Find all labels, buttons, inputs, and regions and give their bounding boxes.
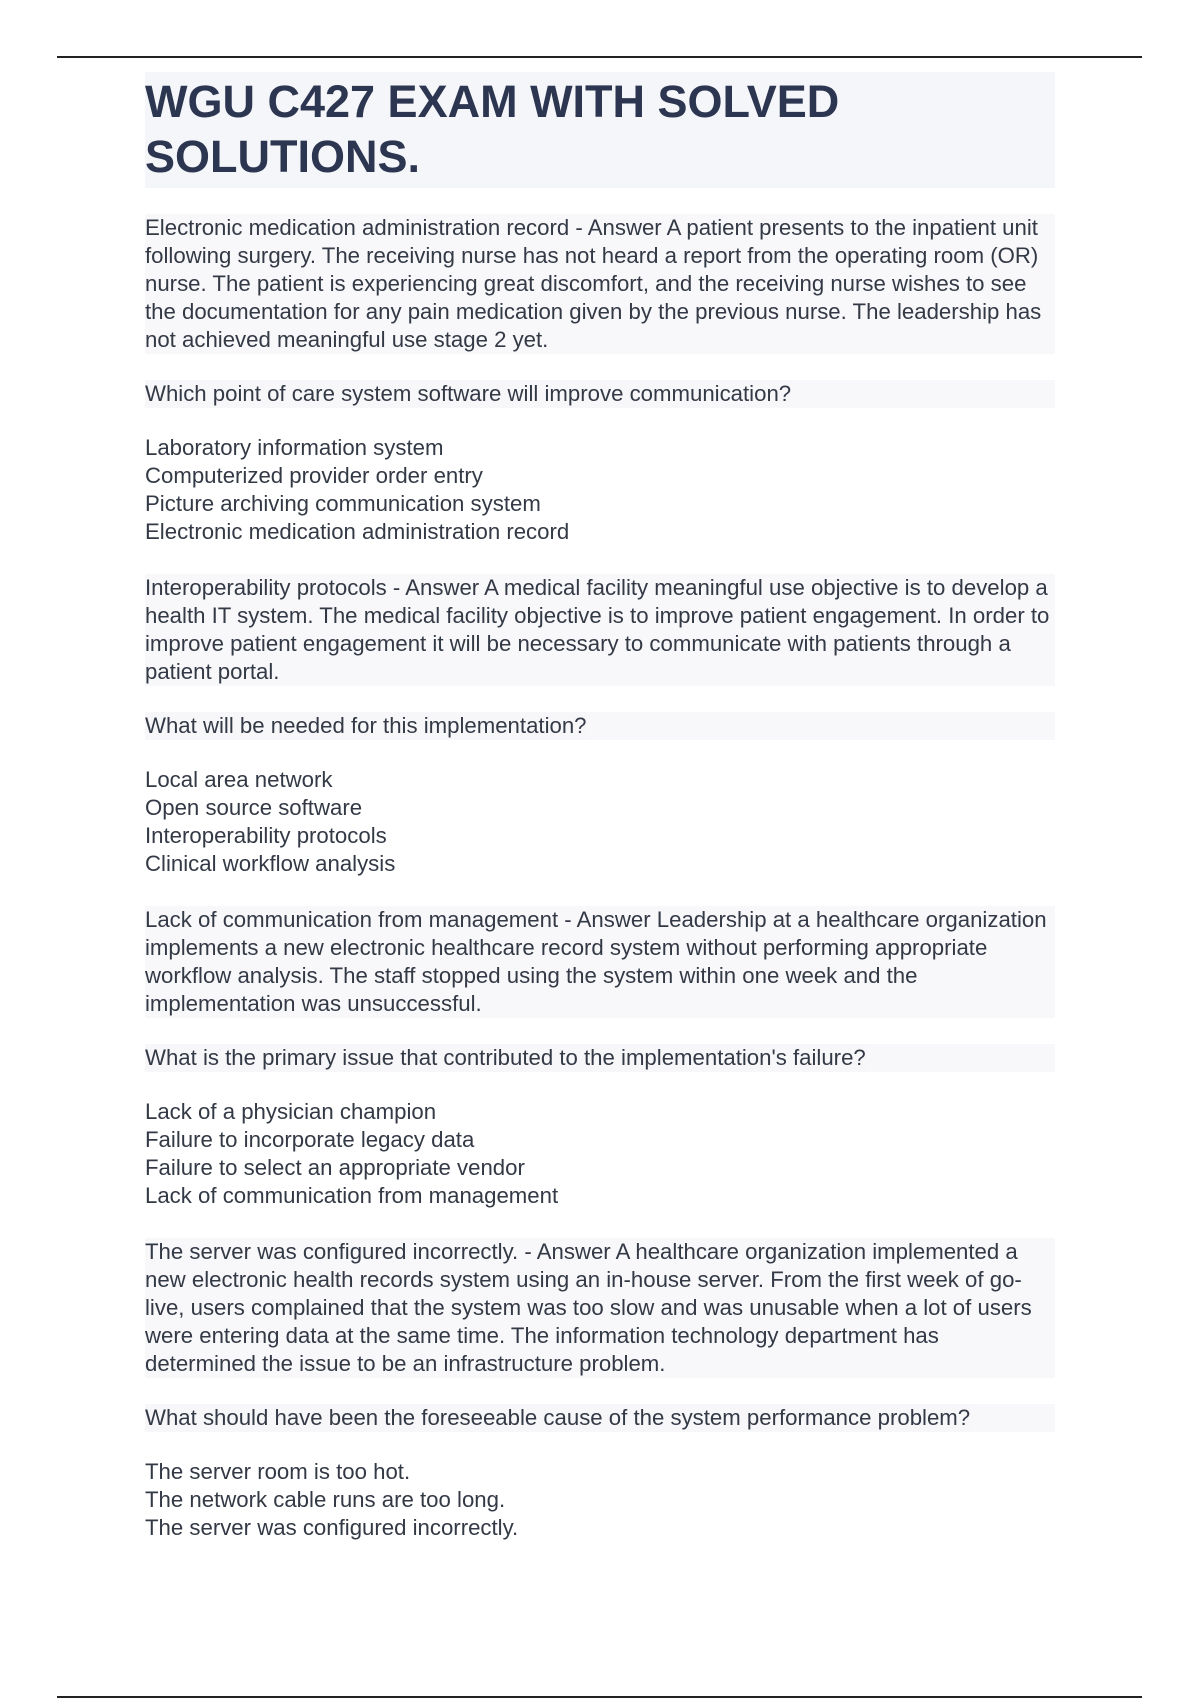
option-item: Laboratory information system: [145, 435, 444, 460]
option-item: Picture archiving communication system: [145, 491, 541, 516]
bottom-rule: [57, 1696, 1142, 1698]
question-text: Which point of care system software will improve communication?: [145, 381, 792, 406]
question-text: What should have been the foreseeable cause of the system performance problem?: [145, 1405, 971, 1430]
option-list: [145, 434, 1055, 546]
document-body: [145, 72, 1055, 1570]
question-stem: Lack of communication from management - Answer Leadership at a healthcare organization implements a new electronic healthcare record system without performing appropriate workflow analysis. The staff stopped using the system within one week and the implementation was unsuccessful.: [145, 906, 1055, 1018]
option-item: The server was configured incorrectly.: [145, 1515, 519, 1540]
question-block: [145, 1238, 1055, 1542]
question-block: [145, 906, 1055, 1210]
option-item: Lack of a physician champion: [145, 1099, 437, 1124]
question-stem: Electronic medication administration record - Answer A patient presents to the inpatient unit following surgery. The receiving nurse has not heard a report from the operating room (OR) nurse. The patient is experiencing great discomfort, and the receiving nurse wishes to see the documentation for any pain medication given by the previous nurse. The leadership has not achieved meaningful use stage 2 yet.: [145, 214, 1055, 354]
question-text: What is the primary issue that contributed to the implementation's failure?: [145, 1045, 866, 1070]
option-item: Electronic medication administration record: [145, 519, 570, 544]
question-text: What will be needed for this implementation?: [145, 713, 587, 738]
question-stem: The server was configured incorrectly. - Answer A healthcare organization implemented a new electronic health records system using an in-house server. From the first week of go-live, users complained that the system was too slow and was unusable when a lot of users were entering data at the same time. The information technology department has determined the issue to be an infrastructure problem.: [145, 1238, 1055, 1378]
question-stem: Interoperability protocols - Answer A medical facility meaningful use objective is to develop a health IT system. The medical facility objective is to improve patient engagement. In order to improve patient engagement it will be necessary to communicate with patients through a patient portal.: [145, 574, 1055, 686]
question-block: [145, 574, 1055, 878]
option-item: Failure to select an appropriate vendor: [145, 1155, 525, 1180]
option-item: Interoperability protocols: [145, 823, 387, 848]
option-item: Open source software: [145, 795, 363, 820]
option-item: The network cable runs are too long.: [145, 1487, 506, 1512]
option-item: Computerized provider order entry: [145, 463, 483, 488]
option-list: [145, 1458, 1055, 1542]
document-title: WGU C427 EXAM WITH SOLVED SOLUTIONS.: [145, 72, 1055, 188]
option-item: Clinical workflow analysis: [145, 851, 396, 876]
top-rule: [57, 56, 1142, 58]
option-item: Local area network: [145, 767, 333, 792]
question-block: [145, 214, 1055, 546]
option-list: [145, 766, 1055, 878]
option-item: The server room is too hot.: [145, 1459, 411, 1484]
option-item: Failure to incorporate legacy data: [145, 1127, 475, 1152]
option-list: [145, 1098, 1055, 1210]
option-item: Lack of communication from management: [145, 1183, 559, 1208]
